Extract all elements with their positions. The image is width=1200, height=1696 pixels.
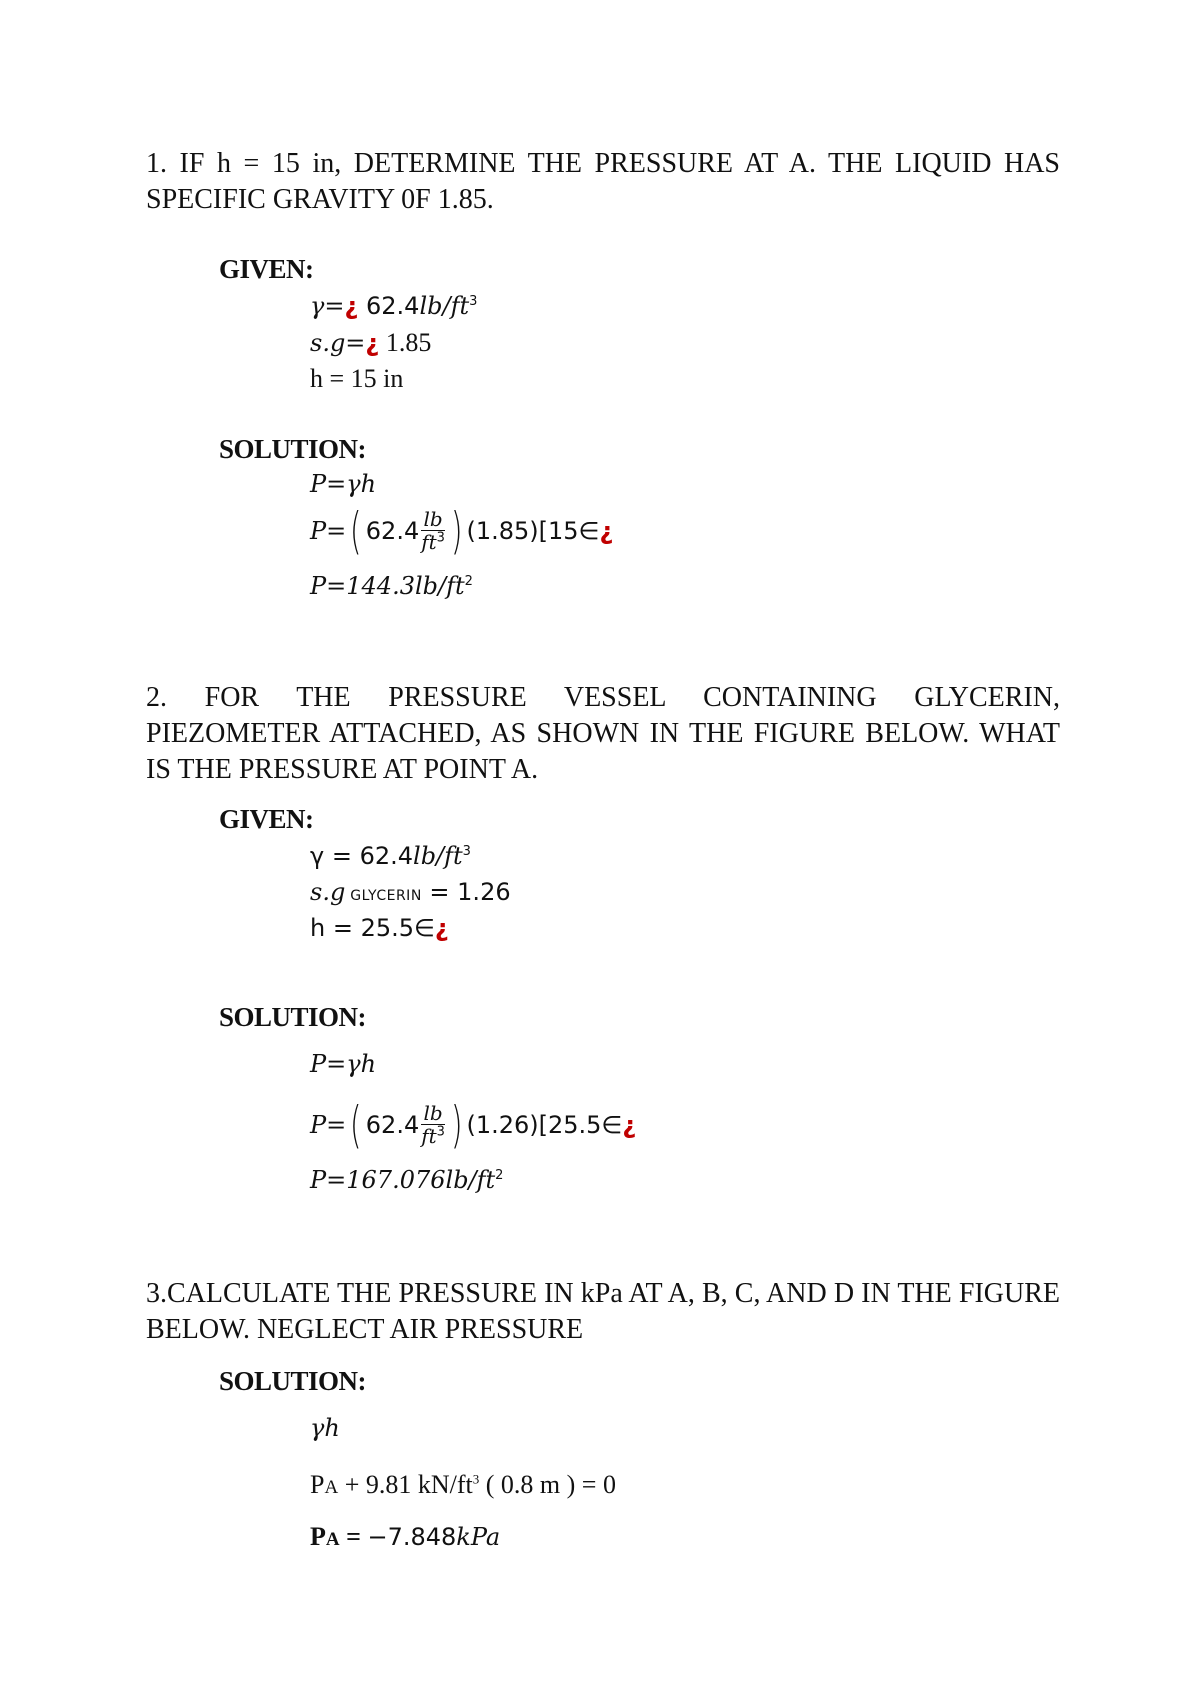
result-p: P: [310, 1522, 326, 1551]
gamma-lhs: γ = 62.4: [310, 842, 414, 870]
right-paren: ): [450, 502, 463, 560]
sg-value: 1.85: [379, 328, 432, 357]
problem1-statement: 1. IF h = 15 in, DETERMINE THE PRESSURE AT A. THE LIQUID HAS SPECIFIC GRAVITY 0F 1.85.: [146, 148, 1060, 215]
problem1-result: [310, 572, 473, 601]
missing-glyph: ¿: [344, 292, 359, 320]
missing-glyph: ¿: [599, 517, 614, 545]
fraction-denominator: ft: [421, 530, 437, 554]
result-exponent: 2: [495, 1168, 504, 1183]
left-paren: (: [350, 502, 362, 560]
result-lhs: P=167.076: [310, 1166, 446, 1194]
gamma-exponent: 3: [462, 844, 471, 859]
problem1-given-gamma: [310, 292, 477, 321]
problem2-given-gamma: [310, 842, 471, 871]
eq-subscript: A: [324, 1477, 339, 1498]
missing-glyph: ¿: [365, 329, 380, 357]
problem3-formula: [310, 1414, 340, 1443]
gamma-unit: lb/ft: [413, 842, 463, 870]
missing-glyph: ¿: [622, 1111, 637, 1139]
problem1-formula: [310, 470, 376, 499]
result-value: −7.848: [367, 1523, 457, 1551]
problem2-given-h: [310, 914, 449, 943]
result-exponent: 2: [464, 574, 473, 589]
problem1-given-heading: GIVEN:: [219, 254, 314, 284]
result-subscript: A: [325, 1529, 340, 1550]
gamma-exponent: 3: [469, 294, 478, 309]
problem1-substitution: [310, 502, 614, 560]
sg-lhs: s.g: [310, 878, 346, 906]
sg-value: = 1.26: [421, 878, 511, 906]
problem2-given-heading: GIVEN:: [219, 804, 314, 834]
sub-rest: (1.85)[15∈: [466, 517, 600, 545]
right-paren: ): [450, 1096, 463, 1154]
problem1-given-h: h = 15 in: [310, 364, 404, 393]
formula-text: γh: [310, 1414, 340, 1442]
sub-rest: (1.26)[25.5∈: [466, 1111, 623, 1139]
gamma-value: 62.4: [358, 292, 420, 320]
formula-text: P=γh: [310, 470, 377, 498]
problem3-equation: [310, 1470, 616, 1500]
sub-coefficient: 62.4: [365, 517, 420, 545]
problem1-given-sg: [310, 328, 431, 358]
formula-text: P=γh: [310, 1050, 377, 1078]
problem3-solution-heading: SOLUTION:: [219, 1366, 367, 1396]
unit-fraction: [421, 508, 445, 554]
left-paren: (: [350, 1096, 362, 1154]
problem2-substitution: [310, 1096, 637, 1154]
fraction-numerator: lb: [423, 507, 443, 531]
sub-coefficient: 62.4: [365, 1111, 420, 1139]
problem3-statement: 3.CALCULATE THE PRESSURE IN kPa AT A, B, C, AND D IN THE FIGURE BELOW. NEGLECT AIR PRESSURE: [146, 1278, 1060, 1345]
result-unit: lb/ft: [414, 572, 465, 600]
problem1-solution-heading: SOLUTION:: [219, 434, 367, 464]
problem2-solution-heading: SOLUTION:: [219, 1002, 367, 1032]
fraction-denominator: ft: [421, 1124, 437, 1148]
sg-subscript: GLYCERIN: [345, 888, 422, 904]
h-lhs: h = 25.5∈: [310, 914, 435, 942]
problem2-statement-line1: 2. FOR THE PRESSURE VESSEL CONTAINING GLYCERIN,: [146, 682, 1060, 713]
eq-p: P: [310, 1470, 325, 1499]
problem2-statement-rest: PIEZOMETER ATTACHED, AS SHOWN IN THE FIGURE BELOW. WHAT IS THE PRESSURE AT POINT A.: [146, 718, 1060, 785]
sub-lhs: P=: [310, 517, 347, 545]
unit-fraction: [421, 1102, 445, 1148]
sub-lhs: P=: [310, 1111, 347, 1139]
eq-tail: ( 0.8 m ) = 0: [479, 1470, 616, 1499]
fraction-exponent: 3: [436, 530, 445, 546]
problem2-formula: [310, 1050, 376, 1079]
fraction-exponent: 3: [436, 1124, 445, 1140]
fraction-numerator: lb: [423, 1101, 443, 1125]
eq-exponent: 3: [472, 1471, 480, 1487]
eq-rest: + 9.81 kN/ft: [338, 1470, 473, 1499]
result-lhs: P=144.3: [310, 572, 415, 600]
result-unit: kPa: [456, 1523, 501, 1551]
gamma-lhs: γ=: [310, 292, 345, 320]
problem2-given-sg: [310, 878, 511, 907]
gamma-unit: lb/ft: [419, 292, 470, 320]
problem2-result: [310, 1166, 503, 1195]
missing-glyph: ¿: [434, 914, 449, 942]
result-unit: lb/ft: [445, 1166, 496, 1194]
sg-lhs: s.g=: [310, 329, 366, 357]
result-equals: =: [339, 1522, 368, 1551]
problem3-result: [310, 1522, 500, 1552]
